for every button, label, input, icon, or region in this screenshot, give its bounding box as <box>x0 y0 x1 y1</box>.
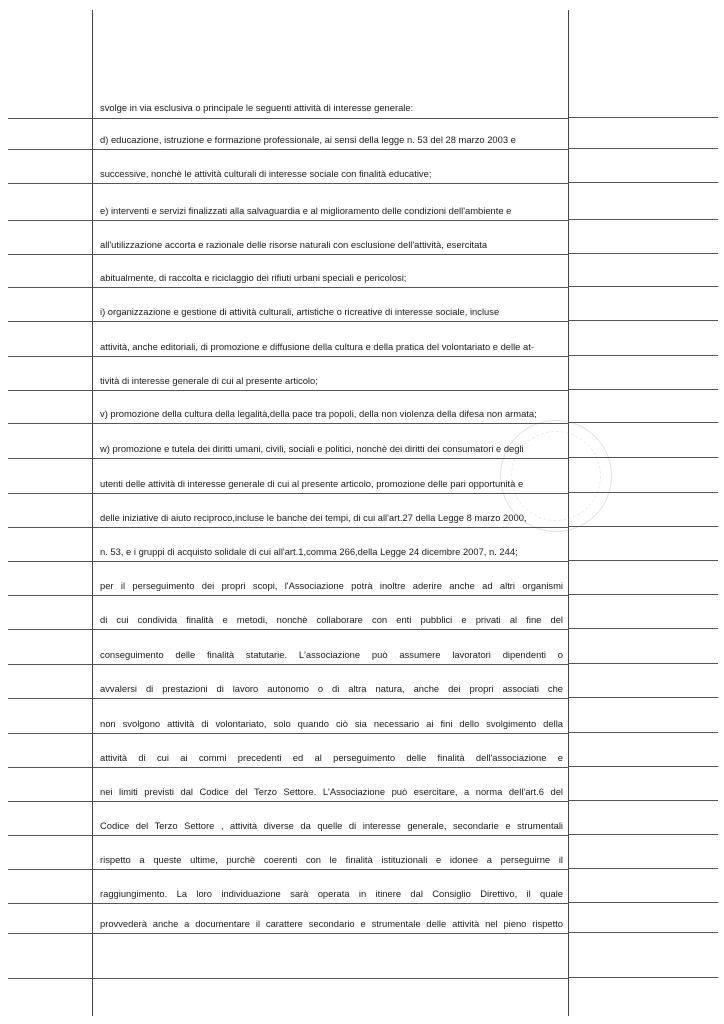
ruled-line <box>568 834 718 835</box>
ruled-line <box>92 978 568 979</box>
ruled-line <box>568 320 718 321</box>
ruled-line <box>8 629 92 630</box>
ruled-line <box>8 933 92 934</box>
text-line: Codice del Terzo Settore , attività diverse da quelle di interesse generale, secondarie e strumentali <box>100 820 563 831</box>
text-line: provvederà anche a documentare il carattere secondario e strumentale delle attività nel pieno rispetto <box>100 918 563 929</box>
ruled-line <box>92 321 568 322</box>
ruled-line <box>92 493 568 494</box>
text-line: v) promozione della cultura della legalità,della pace tra popoli, della non violenza della difesa non armata; <box>100 408 537 419</box>
ruled-line <box>92 423 568 424</box>
ruled-line <box>568 732 718 733</box>
ruled-line <box>8 801 92 802</box>
ruled-line <box>92 903 568 904</box>
text-line: avvalersi di prestazioni di lavoro autonomo o di altra natura, anche dei propri associati che <box>100 683 563 694</box>
ruled-line <box>8 978 92 979</box>
ruled-line <box>92 149 568 150</box>
ruled-line <box>92 595 568 596</box>
ruled-line <box>92 664 568 665</box>
ruled-line <box>568 977 718 978</box>
ruled-line <box>568 389 718 390</box>
ruled-line <box>568 932 718 933</box>
text-line: w) promozione e tutela dei diritti umani, civili, sociali e politici, nonchè dei diritti dei consumatori e degli <box>100 443 524 454</box>
ruled-line <box>8 287 92 288</box>
ruled-line <box>568 902 718 903</box>
ruled-line <box>8 356 92 357</box>
text-line: utenti delle attività di interesse generale di cui al presente articolo, promozione delle pari opportunità e <box>100 478 524 489</box>
text-line: attività di cui ai commi precedenti ed al perseguimento delle finalità dell'associazione e <box>100 752 563 763</box>
text-line: svolge in via esclusiva o principale le seguenti attività di interesse generale: <box>100 102 414 113</box>
ruled-line <box>568 457 718 458</box>
ruled-line <box>92 458 568 459</box>
ruled-line <box>92 220 568 221</box>
ruled-line <box>8 118 92 119</box>
ruled-line <box>8 220 92 221</box>
ruled-line <box>568 148 718 149</box>
ruled-line <box>568 560 718 561</box>
ruled-line <box>8 149 92 150</box>
text-line: raggiungimento. La loro individuazione sarà operata in itinere dal Consiglio Direttivo, il quale <box>100 888 563 899</box>
ruled-line <box>568 286 718 287</box>
left-margin-rule <box>92 10 93 1016</box>
ruled-line <box>92 933 568 934</box>
ruled-line <box>568 868 718 869</box>
ruled-line <box>92 527 568 528</box>
ruled-line <box>92 118 568 119</box>
text-line: per il perseguimento dei propri scopi, l'Associazione potrà inoltre aderire anche ad altri organismi <box>100 580 563 591</box>
text-line: di cui condivida finalità e metodi, nonchè collaborare con enti pubblici e privati al fine del <box>100 614 563 625</box>
ruled-line <box>568 253 718 254</box>
text-line: abitualmente, di raccolta e riciclaggio dei rifiuti urbani speciali e pericolosi; <box>100 272 407 283</box>
ruled-line <box>568 182 718 183</box>
text-line: non svolgono attività di volontariato, solo quando ciò sia necessario ai fini dello svolgimento della <box>100 718 563 729</box>
ruled-line <box>92 561 568 562</box>
text-line: rispetto a queste ultime, purchè coerenti con le finalità istituzionali e idonee a perseguirne il <box>100 854 563 865</box>
text-line: e) interventi e servizi finalizzati alla salvaguardia e al miglioramento delle condizioni dell'ambiente e <box>100 205 512 216</box>
ruled-line <box>568 697 718 698</box>
text-line: successive, nonchè le attività culturali di interesse sociale con finalità educative; <box>100 168 432 179</box>
ruled-line <box>568 766 718 767</box>
ruled-line <box>568 594 718 595</box>
ruled-line <box>8 321 92 322</box>
ruled-line <box>8 423 92 424</box>
ruled-line <box>8 733 92 734</box>
ruled-line <box>8 903 92 904</box>
ruled-line <box>8 527 92 528</box>
text-line: delle iniziative di aiuto reciproco,incluse le banche dei tempi, di cui all'art.27 della Legge 8 marzo 2000, <box>100 512 527 523</box>
ruled-line <box>8 767 92 768</box>
ruled-line <box>92 869 568 870</box>
ruled-line <box>8 595 92 596</box>
ruled-line <box>8 664 92 665</box>
text-line: i) organizzazione e gestione di attività culturali, artistiche o ricreative di interesse sociale, incluse <box>100 306 500 317</box>
ruled-line <box>92 733 568 734</box>
ruled-line <box>568 219 718 220</box>
ruled-line <box>92 801 568 802</box>
ruled-line <box>92 183 568 184</box>
ruled-line <box>8 458 92 459</box>
ruled-line <box>92 698 568 699</box>
ruled-line <box>568 355 718 356</box>
ruled-line <box>568 628 718 629</box>
ruled-line <box>8 835 92 836</box>
ruled-line <box>568 663 718 664</box>
ruled-line <box>92 356 568 357</box>
ruled-line <box>568 492 718 493</box>
ruled-line <box>8 493 92 494</box>
ruled-line <box>568 800 718 801</box>
text-line: attività, anche editoriali, di promozione e diffusione della cultura e della pratica del volontariato e delle at- <box>100 341 534 352</box>
ruled-line <box>8 183 92 184</box>
text-line: tività di interesse generale di cui al presente articolo; <box>100 375 318 386</box>
ruled-line <box>8 561 92 562</box>
ruled-line <box>8 390 92 391</box>
ruled-line <box>92 835 568 836</box>
ruled-line <box>92 254 568 255</box>
ruled-line <box>568 422 718 423</box>
text-line: nei limiti previsti dal Codice del Terzo Settore. L'Associazione può esercitare, a norma dell'art.6 del <box>100 786 563 797</box>
text-line: n. 53, e i gruppi di acquisto solidale di cui all'art.1,comma 266,della Legge 24 dicembre 2007, n. 244; <box>100 546 518 557</box>
ruled-line <box>92 287 568 288</box>
text-line: d) educazione, istruzione e formazione professionale, ai sensi della legge n. 53 del 28 marzo 2003 e <box>100 134 516 145</box>
ruled-line <box>568 117 718 118</box>
ruled-line <box>568 526 718 527</box>
text-line: conseguimento delle finalità statutarie. L'associazione può assumere lavoratori dipendenti o <box>100 649 563 660</box>
ruled-line <box>8 869 92 870</box>
text-line: all'utilizzazione accorta e razionale delle risorse naturali con esclusione dell'attività, esercitata <box>100 239 488 250</box>
ruled-line <box>92 767 568 768</box>
ruled-line <box>92 390 568 391</box>
ruled-line <box>8 254 92 255</box>
ruled-line <box>8 698 92 699</box>
ruled-line <box>92 629 568 630</box>
